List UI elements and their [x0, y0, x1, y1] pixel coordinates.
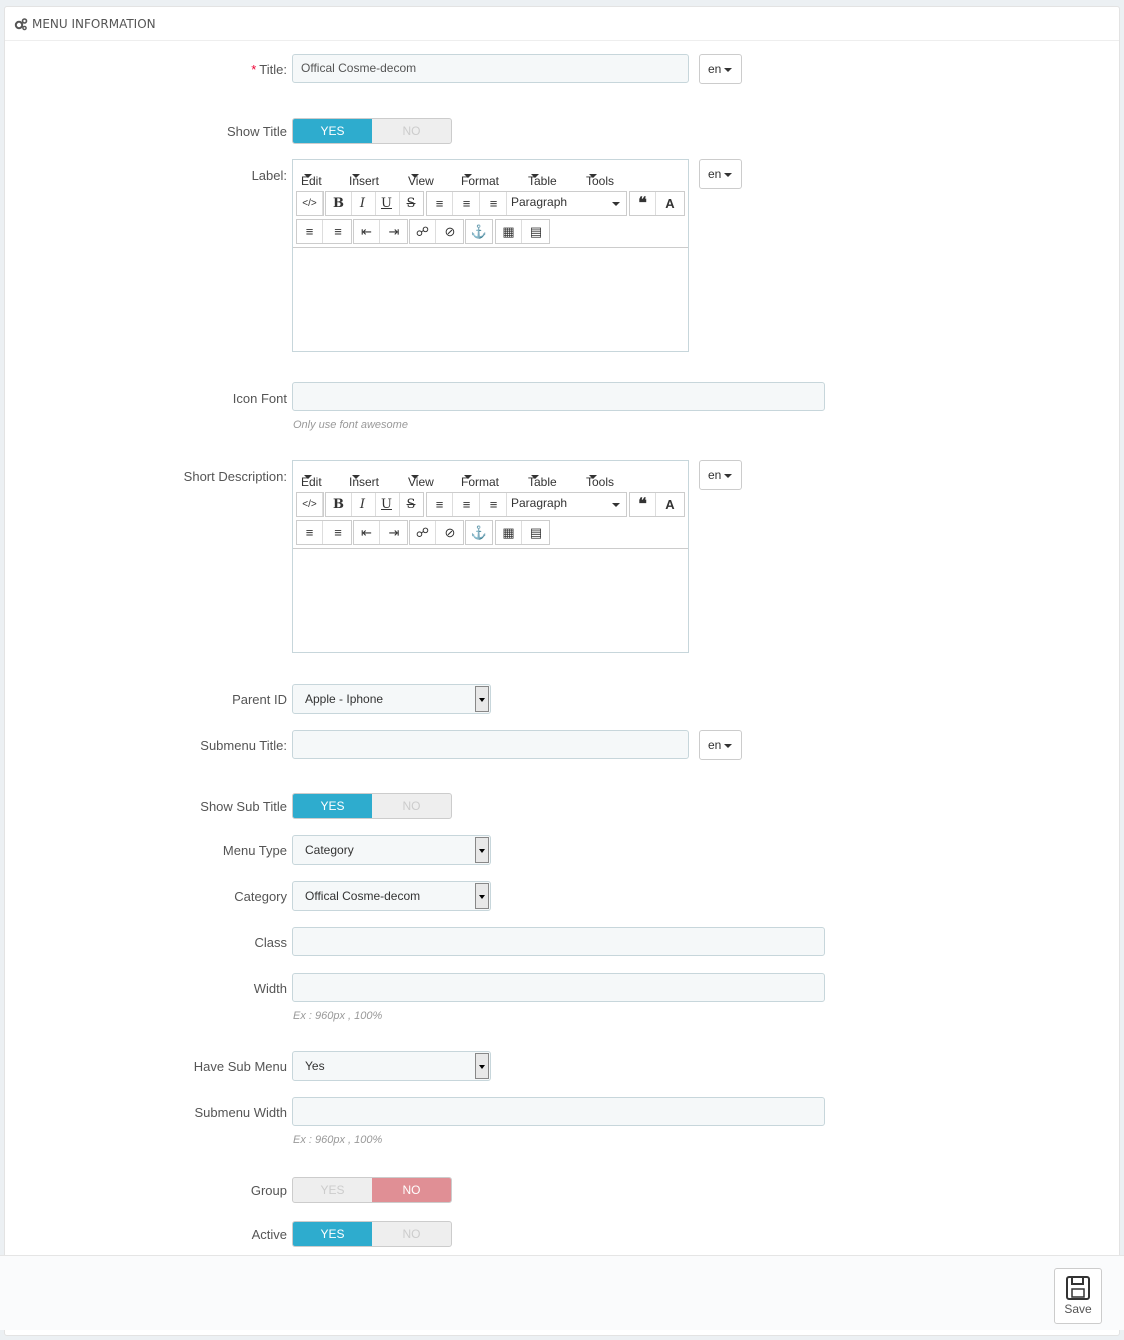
lang-code: en: [708, 468, 722, 482]
lang-code: en: [708, 167, 722, 181]
short-description-lang-dropdown[interactable]: [699, 460, 742, 490]
image-icon[interactable]: ▤: [529, 525, 543, 540]
save-label: Save: [1064, 1302, 1092, 1316]
source-code-icon[interactable]: </>: [297, 192, 323, 215]
align-right-icon[interactable]: ≡: [481, 192, 507, 215]
icon-font-input[interactable]: [292, 382, 825, 411]
have-sub-menu-select[interactable]: [292, 1051, 491, 1081]
text-color-icon[interactable]: A: [665, 497, 675, 512]
select-arrow-icon: [475, 1053, 489, 1079]
icon-font-help: Only use font awesome: [293, 419, 408, 431]
submenu-title-label: Submenu Title:: [200, 738, 287, 753]
title-label-text: Title:: [259, 62, 287, 77]
toolbar-group-text: [325, 492, 424, 517]
caret-down-icon: [724, 744, 732, 748]
toolbar-group-anchor: [465, 520, 493, 545]
outdent-icon[interactable]: ⇤: [354, 521, 380, 544]
show-title-switch[interactable]: [292, 118, 452, 144]
width-label: Width: [253, 981, 287, 996]
toolbar-group-code: [296, 191, 324, 216]
toolbar-group-indent: [353, 219, 408, 244]
toolbar-group-align: [426, 191, 627, 216]
parent-id-select[interactable]: [292, 684, 491, 714]
toolbar-group-quote: [629, 191, 685, 216]
short-description-edit-area[interactable]: [293, 548, 688, 653]
active-no[interactable]: NO: [402, 1227, 421, 1241]
unlink-icon[interactable]: ⊘: [444, 525, 456, 540]
numbered-list-icon[interactable]: ≡: [334, 224, 342, 239]
title-lang-dropdown[interactable]: [699, 54, 742, 84]
show-title-label: Show Title: [227, 124, 287, 139]
submenu-width-input[interactable]: [292, 1097, 825, 1126]
submenu-width-help: Ex : 960px , 100%: [293, 1134, 383, 1146]
show-title-yes[interactable]: YES: [293, 119, 372, 143]
toolbar-group-anchor: [465, 219, 493, 244]
show-sub-title-yes[interactable]: YES: [293, 794, 372, 818]
have-sub-menu-label: Have Sub Menu: [193, 1059, 287, 1074]
class-label: Class: [254, 935, 287, 950]
category-label: Category: [234, 889, 287, 904]
underline-icon[interactable]: U: [374, 192, 400, 215]
indent-icon[interactable]: ⇥: [388, 224, 400, 239]
numbered-list-icon[interactable]: ≡: [334, 525, 342, 540]
align-center-icon[interactable]: ≡: [454, 192, 480, 215]
toolbar-group-lists: [296, 219, 352, 244]
block-format-select[interactable]: [511, 195, 567, 209]
indent-icon[interactable]: ⇥: [388, 525, 400, 540]
source-code-icon[interactable]: </>: [297, 493, 323, 516]
submenu-title-lang-dropdown[interactable]: [699, 730, 742, 760]
label-lang-dropdown[interactable]: [699, 159, 742, 189]
caret-down-icon: [612, 202, 620, 206]
toolbar-group-code: [296, 492, 324, 517]
align-left-icon[interactable]: ≡: [427, 192, 453, 215]
caret-down-icon: [724, 474, 732, 478]
required-mark: *: [251, 62, 257, 77]
blockquote-icon[interactable]: ❝: [630, 192, 656, 215]
anchor-icon[interactable]: ⚓: [470, 224, 488, 239]
parent-id-label: Parent ID: [232, 692, 287, 707]
group-yes[interactable]: YES: [320, 1183, 345, 1197]
outdent-icon[interactable]: ⇤: [354, 220, 380, 243]
select-arrow-icon: [475, 883, 489, 909]
toolbar-group-media: [495, 219, 550, 244]
image-icon[interactable]: ▤: [529, 224, 543, 239]
label-label: Label:: [251, 168, 287, 183]
media-icon[interactable]: ▦: [496, 521, 522, 544]
label-edit-area[interactable]: [293, 247, 688, 352]
italic-icon[interactable]: I: [350, 493, 376, 516]
icon-font-label: Icon Font: [232, 391, 287, 406]
show-sub-title-switch[interactable]: [292, 793, 452, 819]
media-icon[interactable]: ▦: [496, 220, 522, 243]
toolbar-group-align: [426, 492, 627, 517]
submenu-width-label: Submenu Width: [194, 1105, 287, 1120]
toolbar-group-indent: [353, 520, 408, 545]
toolbar-group-link: [409, 219, 464, 244]
cogs-icon: [14, 17, 28, 31]
italic-icon[interactable]: I: [350, 192, 376, 215]
save-button[interactable]: [1054, 1268, 1102, 1324]
parent-id-value: Apple - Iphone: [305, 692, 384, 706]
menu-type-value: Category: [305, 843, 354, 857]
active-yes[interactable]: YES: [293, 1222, 372, 1246]
lang-code: en: [708, 62, 722, 76]
toolbar-group-media: [495, 520, 550, 545]
category-value: Offical Cosme-decom: [305, 889, 421, 903]
bold-icon[interactable]: B: [326, 192, 352, 215]
strikethrough-icon[interactable]: S: [406, 497, 416, 512]
menu-type-select[interactable]: [292, 835, 491, 865]
block-format-select[interactable]: [511, 496, 567, 510]
submenu-title-input[interactable]: [292, 730, 689, 759]
group-label: Group: [250, 1183, 287, 1198]
toolbar-group-link: [409, 520, 464, 545]
title-label: [251, 62, 287, 77]
toolbar-group-lists: [296, 520, 352, 545]
group-no[interactable]: NO: [372, 1178, 451, 1202]
label-editor[interactable]: [292, 159, 689, 352]
link-icon[interactable]: ☍: [410, 521, 436, 544]
text-color-icon[interactable]: A: [665, 196, 675, 211]
unlink-icon[interactable]: ⊘: [444, 224, 456, 239]
editor-menubar: Edit Insert View Format Table Tools: [301, 174, 615, 188]
title-input[interactable]: Offical Cosme-decom: [292, 54, 689, 83]
active-label: Active: [251, 1227, 287, 1242]
panel-heading: [5, 7, 1119, 41]
class-input[interactable]: [292, 927, 825, 956]
width-help: Ex : 960px , 100%: [293, 1010, 383, 1022]
caret-down-icon: [724, 173, 732, 177]
align-center-icon[interactable]: ≡: [454, 493, 480, 516]
save-icon: [1065, 1275, 1091, 1301]
short-description-label: Short Description:: [183, 469, 287, 484]
short-description-editor[interactable]: [292, 460, 689, 653]
strikethrough-icon[interactable]: S: [406, 196, 416, 211]
panel-title: MENU INFORMATION: [32, 17, 156, 31]
bullet-list-icon[interactable]: ≡: [297, 521, 323, 544]
align-left-icon[interactable]: ≡: [427, 493, 453, 516]
bold-icon[interactable]: B: [326, 493, 352, 516]
anchor-icon[interactable]: ⚓: [470, 525, 488, 540]
toolbar-group-quote: [629, 492, 685, 517]
menu-type-label: Menu Type: [222, 843, 287, 858]
category-select[interactable]: [292, 881, 491, 911]
select-arrow-icon: [475, 686, 489, 712]
toolbar-group-text: [325, 191, 424, 216]
show-sub-title-label: Show Sub Title: [200, 799, 287, 814]
group-switch[interactable]: [292, 1177, 452, 1203]
show-title-no[interactable]: NO: [402, 124, 421, 138]
bullet-list-icon[interactable]: ≡: [297, 220, 323, 243]
align-right-icon[interactable]: ≡: [481, 493, 507, 516]
active-switch[interactable]: [292, 1221, 452, 1247]
show-sub-title-no[interactable]: NO: [402, 799, 421, 813]
select-arrow-icon: [475, 837, 489, 863]
underline-icon[interactable]: U: [374, 493, 400, 516]
caret-down-icon: [724, 68, 732, 72]
link-icon[interactable]: ☍: [410, 220, 436, 243]
lang-code: en: [708, 738, 722, 752]
block-format-label: Paragraph: [511, 195, 568, 209]
block-format-label: Paragraph: [511, 496, 568, 510]
width-input[interactable]: [292, 973, 825, 1002]
caret-down-icon: [612, 503, 620, 507]
blockquote-icon[interactable]: ❝: [630, 493, 656, 516]
have-sub-menu-value: Yes: [305, 1059, 325, 1073]
editor-menubar: Edit Insert View Format Table Tools: [301, 475, 615, 489]
panel-footer: [0, 1255, 1124, 1330]
